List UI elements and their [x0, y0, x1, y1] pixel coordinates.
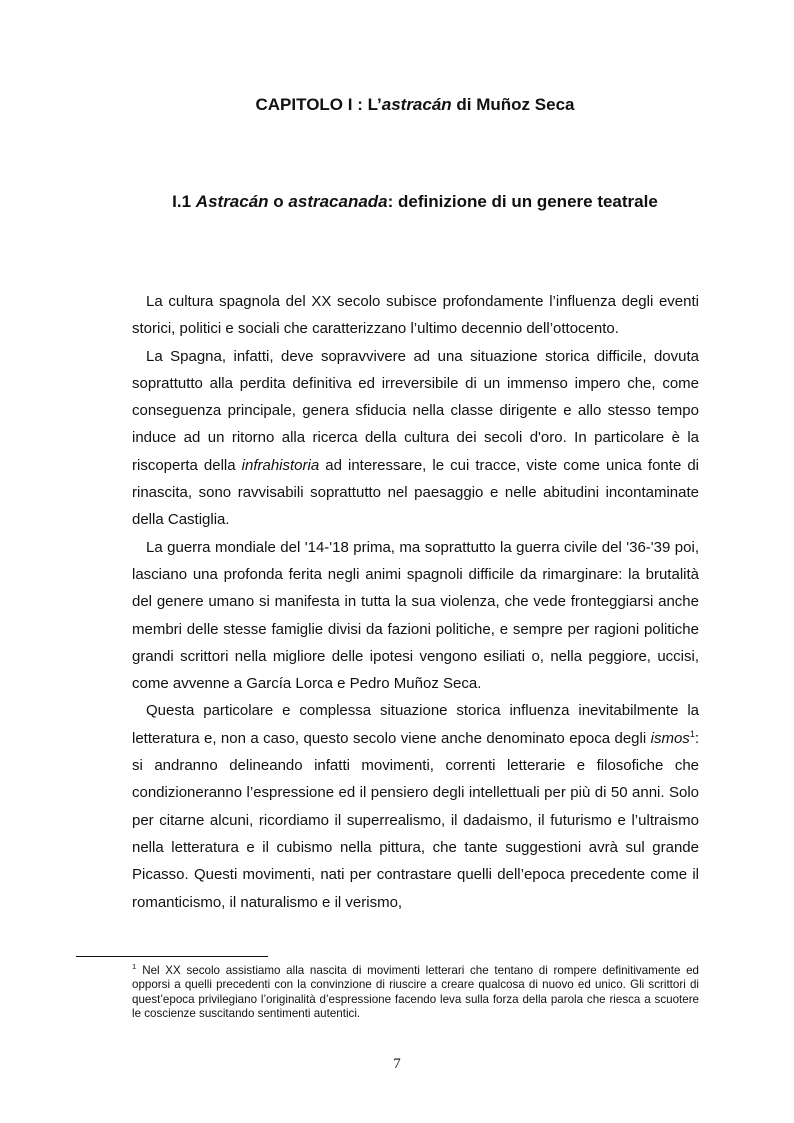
- paragraph-2: [132, 343, 699, 534]
- section-term-2: astracanada: [288, 192, 388, 211]
- section-title-rest: : definizione di un genere teatrale: [387, 192, 658, 211]
- paragraph-2-italic: infrahistoria: [241, 456, 320, 474]
- footnote-mark: 1: [132, 962, 137, 972]
- paragraph-4-part-a: Questa particolare e complessa situazione storica influenza inevitabilmente la letteratura e, non a caso, questo secolo viene anche denominato epoca degli: [132, 702, 699, 747]
- footnote-reference[interactable]: 1: [689, 728, 695, 739]
- chapter-title-prefix: CAPITOLO I : L’: [255, 95, 382, 114]
- page-number: 7: [393, 1056, 401, 1072]
- section-term-1: Astracán: [195, 192, 269, 211]
- section-title: [0, 191, 794, 213]
- footnote: [132, 964, 699, 1022]
- paragraph-4: [132, 697, 699, 915]
- paragraph-4-part-b: : si andranno delineando infatti movimenti, correnti letterarie e filosofiche che condizioneranno l’espressione ed il pensiero degli intellettuali per più di 50 anni. Solo per citarne alcuni, ricordiamo il superrealismo, il dadaismo, il futurismo e l’ultraismo nella letteratura e il cubismo nella pittura, che tante suggestioni avrà sul grande Picasso. Questi movimenti, nati per contrastare quelli dell’epoca precedente come il romanticismo, il naturalismo e il verismo,: [132, 729, 699, 911]
- paragraph-4-italic: ismos: [650, 729, 690, 747]
- body-text: [132, 288, 699, 916]
- chapter-title: [0, 94, 794, 116]
- section-number: I.1: [172, 192, 196, 211]
- footnote-separator: [76, 956, 268, 957]
- paragraph-3: La guerra mondiale del '14-'18 prima, ma soprattutto la guerra civile del '36-'39 poi, lasciano una profonda ferita negli animi spagnoli difficile da rimarginare: la brutalità del genere umano si manifesta in tutta la sua violenza, che vede fronteggiarsi anche membri delle stesse famiglie divisi da fazioni politiche, e sempre per ragioni politiche grandi scrittori nella migliore delle ipotesi vengono esiliati o, nella peggiore, uccisi, come avvenne a García Lorca e Pedro Muñoz Seca.: [132, 538, 699, 693]
- chapter-title-italic: astracán: [381, 95, 452, 114]
- paragraph-1: La cultura spagnola del XX secolo subisce profondamente l’influenza degli eventi storici, politici e sociali che caratterizzano l’ultimo decennio dell’ottocento.: [132, 293, 699, 338]
- footnote-text: Nel XX secolo assistiamo alla nascita di movimenti letterari che tentano di rompere definitivamente ed opporsi a quelli precedenti con la convinzione di riuscire a creare qualcosa di nuovo ed unico. Gli scrittori di quest’epoca privilegiano l’originalità d’espressione facendo leva sulla forza della parola che riesca a scuotere le coscienze suscitando sentimenti autentici.: [132, 964, 699, 1021]
- paragraph-2-part-b: ad interessare, le cui tracce, viste come unica fonte di rinascita, sono ravvisabili soprattutto nel paesaggio e nelle abitudini incontaminate della Castiglia.: [132, 456, 700, 529]
- paragraph-2-part-a: La Spagna, infatti, deve sopravvivere ad una situazione storica difficile, dovuta soprattutto alla perdita definitiva ed irreversibile di un immenso impero che, come conseguenza principale, genera sfiducia nella classe dirigente e allo stesso tempo induce ad un ritorno alla ricerca della cultura dei secoli d'oro. In particolare è la riscoperta della: [132, 347, 699, 474]
- chapter-title-suffix: di Muñoz Seca: [451, 95, 575, 114]
- section-connector: o: [268, 192, 289, 211]
